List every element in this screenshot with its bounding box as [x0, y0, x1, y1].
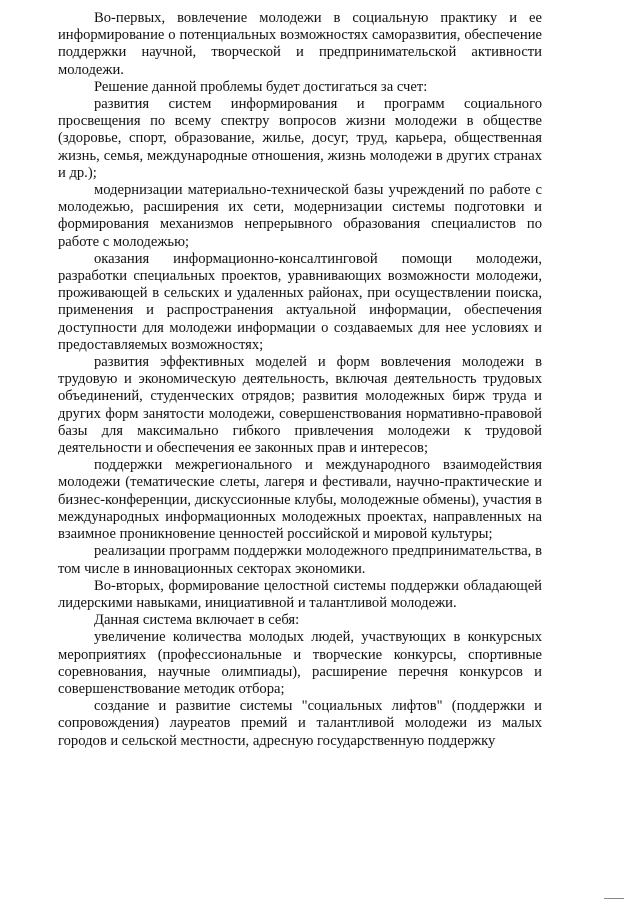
paragraph-10: Данная система включает в себя:	[94, 612, 300, 629]
paragraph-4: модернизации материально-технической базы учреждений по работе с молодежью, расширения их сети, модернизации системы подготовки и формирования механизмов непрерывного образования специалистов по работе с молодежью;	[58, 182, 542, 250]
paragraph-6: развития эффективных моделей и форм вовлечения молодежи в трудовую и экономическую деятельность, включая деятельность трудовых объединений, студенческих отрядов; развития молодежных бирж труда и других форм занятости молодежи, совершенствования нормативно-правовой базы для максимально гибкого привлечения молодежи к трудовой деятельности и обеспечения ее законных прав и интересов;	[58, 354, 542, 457]
paragraph-1: Во-первых, вовлечение молодежи в социальную практику и ее информирование о потенциальных возможностях саморазвития, обеспечение поддержки научной, творческой и предпринимательской активности молодежи.	[58, 10, 542, 78]
paragraph-7: поддержки межрегионального и международного взаимодействия молодежи (тематические слеты, лагеря и фестивали, научно-практические и бизнес-конференции, дискуссионные клубы, молодежные обмены), участия в международных информационных молодежных проектах, направленных на взаимное проникновение ценностей российской и мировой культуры;	[58, 457, 542, 543]
paragraph-5: оказания информационно-консалтинговой помощи молодежи, разработки специальных проектов, уравнивающих возможности молодежи, проживающей в сельских и удаленных районах, при осуществлении поиска, применения и распространения актуальной информации, обеспечения доступности для молодежи информации о создаваемых для нее условиях и предоставляемых возможностях;	[58, 250, 542, 353]
paragraph-9: Во-вторых, формирование целостной системы поддержки обладающей лидерскими навыками, инициативной и талантливой молодежи.	[58, 577, 542, 611]
document-page	[58, 10, 542, 750]
paragraph-11: увеличение количества молодых людей, участвующих в конкурсных мероприятиях (профессиональные и творческие конкурсы, спортивные соревнования, научные олимпиады), расширение перечня конкурсов и совершенствование методик отбора;	[58, 629, 542, 697]
paragraph-2: Решение данной проблемы будет достигаться за счет:	[94, 78, 428, 95]
paragraph-8: реализации программ поддержки молодежного предпринимательства, в том числе в инновационных секторах экономики.	[58, 543, 542, 577]
scan-mark	[604, 898, 624, 899]
paragraph-12: создание и развитие системы "социальных лифтов" (поддержки и сопровождения) лауреатов премий и талантливой молодежи из малых городов и сельской местности, адресную государственную поддержку	[58, 698, 542, 749]
paragraph-3: развития систем информирования и программ социального просвещения по всему спектру вопросов жизни молодежи в обществе (здоровье, спорт, образование, жилье, досуг, труд, карьера, общественная жизнь, семья, международные отношения, жизнь молодежи в других странах и др.);	[58, 96, 542, 181]
